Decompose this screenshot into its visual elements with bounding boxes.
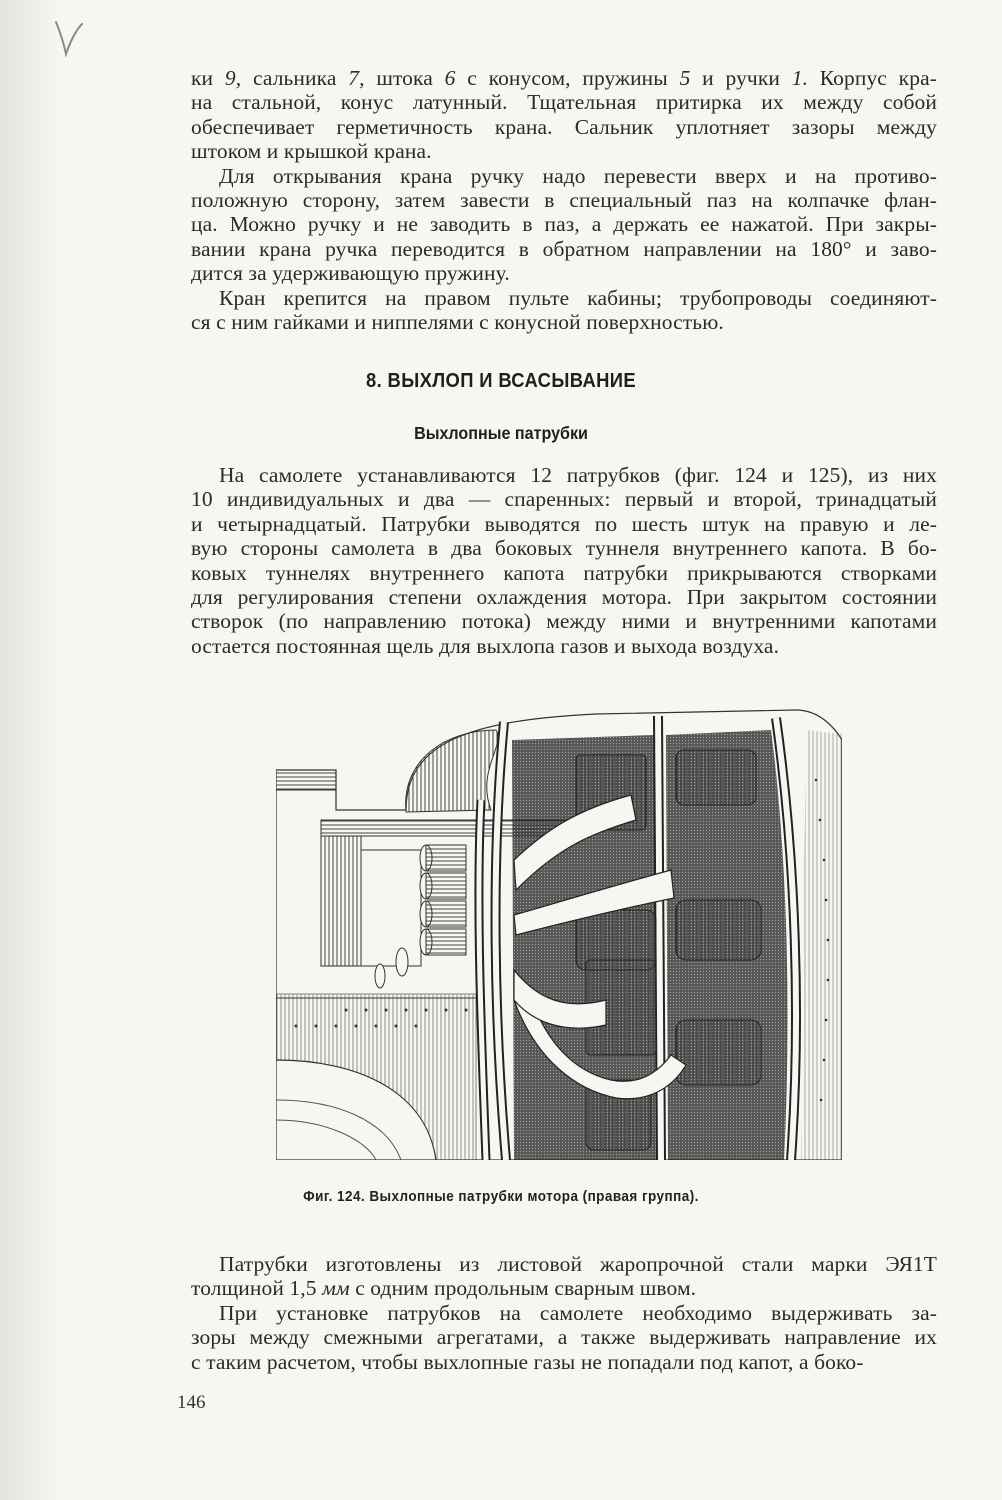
paragraph — [191, 66, 937, 164]
text-line: ца. Можно ручку и не заводить в паз, а держать ее нажатой. При закры- — [191, 212, 937, 237]
page-number: 146 — [177, 1392, 206, 1413]
text-line: зоры между смежными агрегатами, а также выдерживать направление их — [191, 1325, 937, 1350]
text-line: Для открывания крана ручку надо перевести вверх и на противо- — [219, 163, 937, 188]
paragraph — [191, 1301, 937, 1374]
text-block-top — [191, 66, 937, 334]
text-block-bottom — [191, 1252, 937, 1374]
text-line: для регулирования степени охлаждения мотора. При закрытом состоянии — [191, 585, 937, 610]
text-line: остается постоянная щель для выхлопа газов и выхода воздуха. — [191, 633, 780, 658]
text-line: При установке патрубков на самолете необходимо выдерживать за- — [219, 1300, 937, 1325]
figure-engine-exhaust — [276, 700, 842, 1160]
engine-illustration — [276, 700, 842, 1160]
subsection-title: Выхлопные патрубки — [414, 423, 588, 443]
paragraph — [191, 164, 937, 286]
text-line: дится за удерживающую пружину. — [191, 261, 510, 286]
text-line: и четырнадцатый. Патрубки выводятся по шесть штук на правую и ле- — [191, 511, 937, 536]
text-line: На самолете устанавливаются 12 патрубков (фиг. 124 и 125), из них — [219, 463, 937, 487]
text-block-middle — [191, 463, 937, 658]
text-line: обеспечивает герметичность крана. Сальник уплотняет зазоры между — [191, 114, 937, 139]
text-line: с таким расчетом, чтобы выхлопные газы не попадали под капот, а боко- — [191, 1349, 864, 1374]
paragraph — [191, 1252, 937, 1301]
handwritten-check-mark — [52, 18, 86, 58]
text-line: Патрубки изготовлены из листовой жаропрочной стали марки ЭЯ1Т — [219, 1252, 937, 1276]
text-line: вании крана ручка переводится в обратном направлении на 180° и заво- — [191, 236, 937, 261]
section-title: 8. ВЫХЛОП И ВСАСЫВАНИЕ — [365, 370, 637, 392]
paragraph — [191, 286, 937, 335]
text-line: толщиной 1,5 мм с одним продольным сварным швом. — [191, 1276, 697, 1301]
text-line: 10 индивидуальных и два — спаренных: первый и второй, тринадцатый — [191, 487, 937, 512]
text-line: Кран крепится на правом пульте кабины; трубопроводы соединяют- — [219, 285, 937, 310]
text-line: вую стороны самолета в два боковых туннеля внутреннего капота. В бо- — [191, 536, 937, 561]
text-line: ся с ним гайками и ниппелями с конусной поверхностью. — [191, 310, 724, 335]
text-line: на стальной, конус латунный. Тщательная притирка их между собой — [191, 90, 937, 115]
page-edge-shadow — [0, 0, 60, 1500]
figure-caption: Фиг. 124. Выхлопные патрубки мотора (правая группа). — [303, 1189, 699, 1205]
text-line: створок (по направлению потока) между ними и внутренними капотами — [191, 609, 937, 634]
text-line: ки 9, сальника 7, штока 6 с конусом, пружины 5 и ручки 1. Корпус кра- — [191, 66, 937, 90]
text-line: штоком и крышкой крана. — [191, 139, 432, 164]
text-line: ковых туннелях внутреннего капота патрубки прикрываются створками — [191, 560, 937, 585]
text-line: положную сторону, затем завести в специальный паз на колпачке флан- — [191, 188, 937, 213]
paragraph — [191, 463, 937, 658]
